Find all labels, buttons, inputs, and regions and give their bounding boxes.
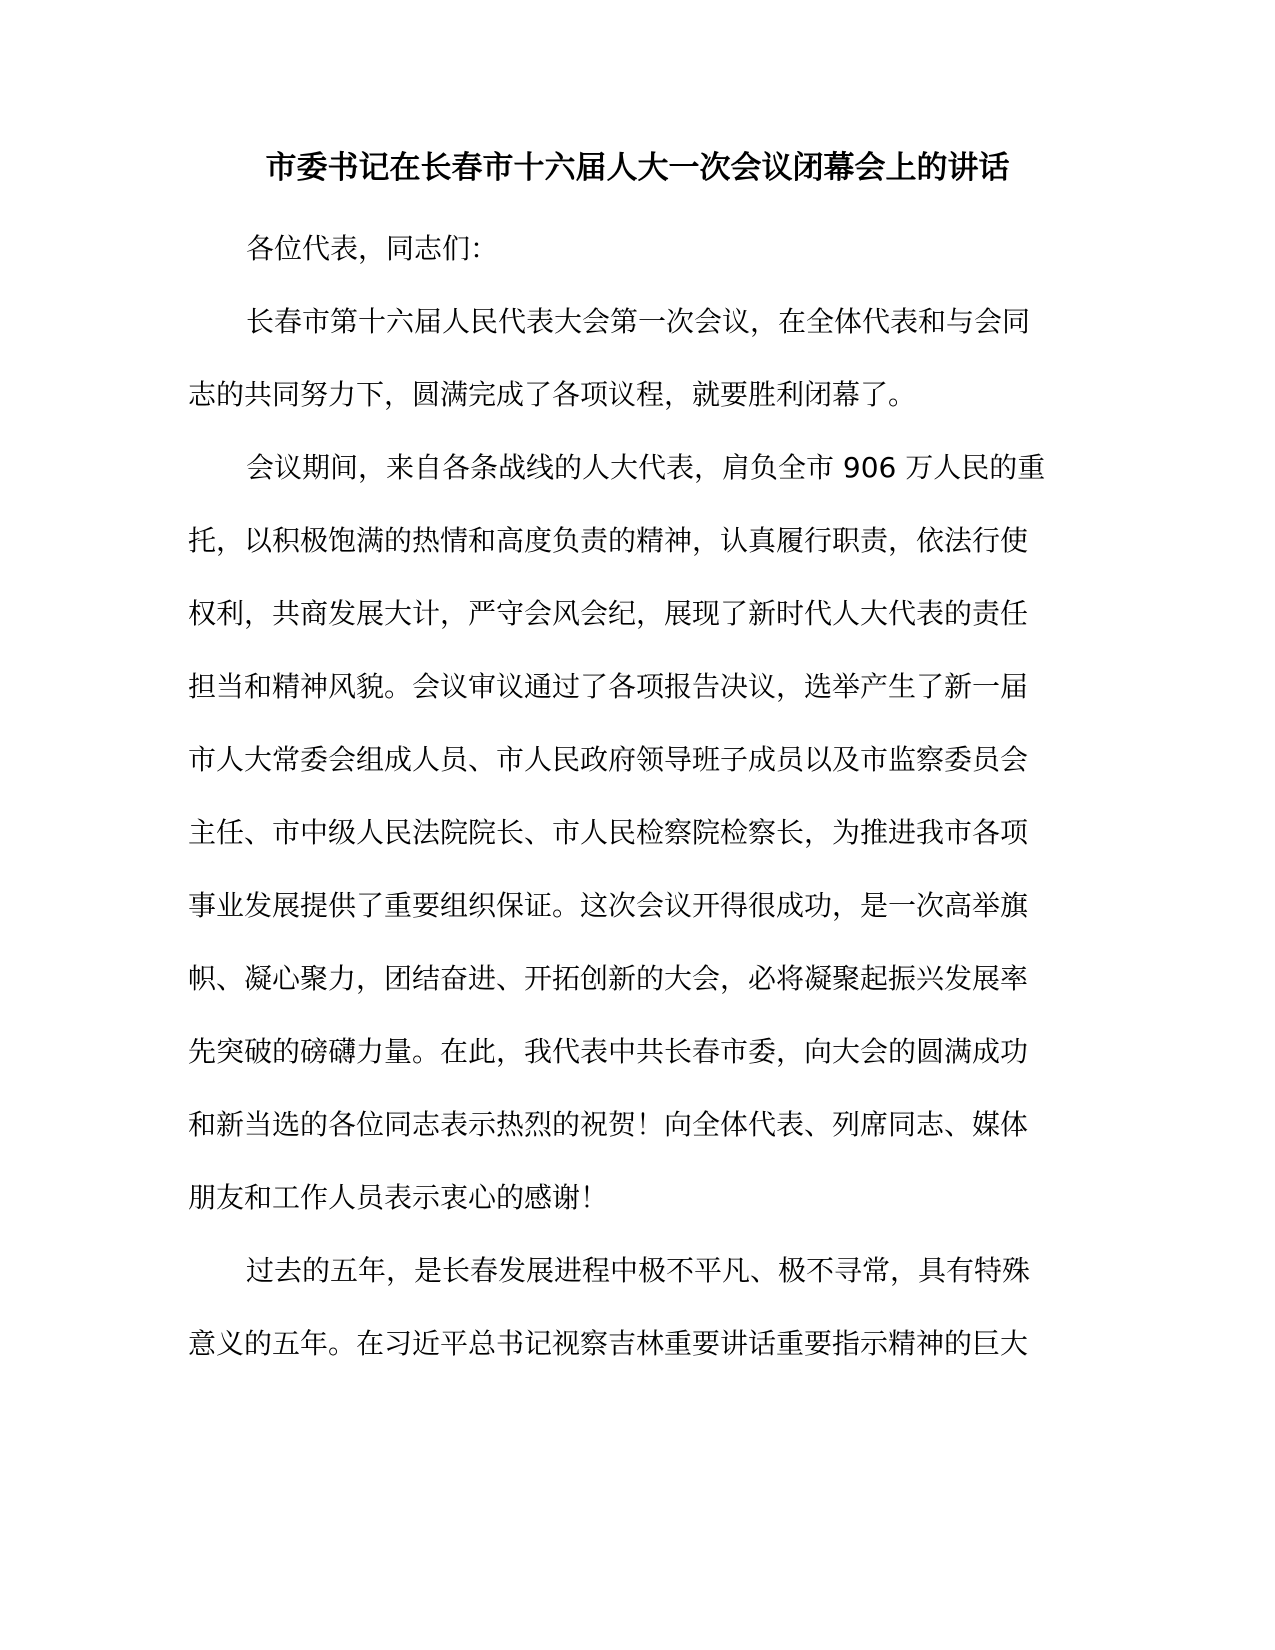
paragraph-line: 意义的五年。在习近平总书记视察吉林重要讲话重要指示精神的巨大 [188,1327,1029,1360]
paragraph-line: 先突破的磅礴力量。在此，我代表中共长春市委，向大会的圆满成功 [188,1035,1029,1068]
paragraph-line: 志的共同努力下，圆满完成了各项议程，就要胜利闭幕了。 [188,378,917,411]
paragraph-line: 权利，共商发展大计，严守会风会纪，展现了新时代人大代表的责任 [188,597,1029,630]
paragraph-line: 帜、凝心聚力，团结奋进、开拓创新的大会，必将凝聚起振兴发展率 [188,962,1029,995]
salutation: 各位代表，同志们： [246,232,499,265]
paragraph-line: 事业发展提供了重要组织保证。这次会议开得很成功，是一次高举旗 [188,889,1029,922]
paragraph-line: 朋友和工作人员表示衷心的感谢！ [188,1181,609,1214]
document-title: 市委书记在长春市十六届人大一次会议闭幕会上的讲话 [265,150,1010,186]
paragraph-line: 和新当选的各位同志表示热烈的祝贺！向全体代表、列席同志、媒体 [188,1108,1029,1141]
paragraph-line: 主任、市中级人民法院院长、市人民检察院检察长，为推进我市各项 [188,816,1029,849]
paragraph-line: 托，以积极饱满的热情和高度负责的精神，认真履行职责，依法行使 [188,524,1029,557]
paragraph-line: 担当和精神风貌。会议审议通过了各项报告决议，选举产生了新一届 [188,670,1029,703]
paragraph-line: 市人大常委会组成人员、市人民政府领导班子成员以及市监察委员会 [188,743,1029,776]
paragraph-line: 会议期间，来自各条战线的人大代表，肩负全市 906 万人民的重 [246,451,1046,484]
paragraph-line: 长春市第十六届人民代表大会第一次会议，在全体代表和与会同 [246,305,1031,338]
paragraph-line: 过去的五年，是长春发展进程中极不平凡、极不寻常，具有特殊 [246,1254,1031,1287]
